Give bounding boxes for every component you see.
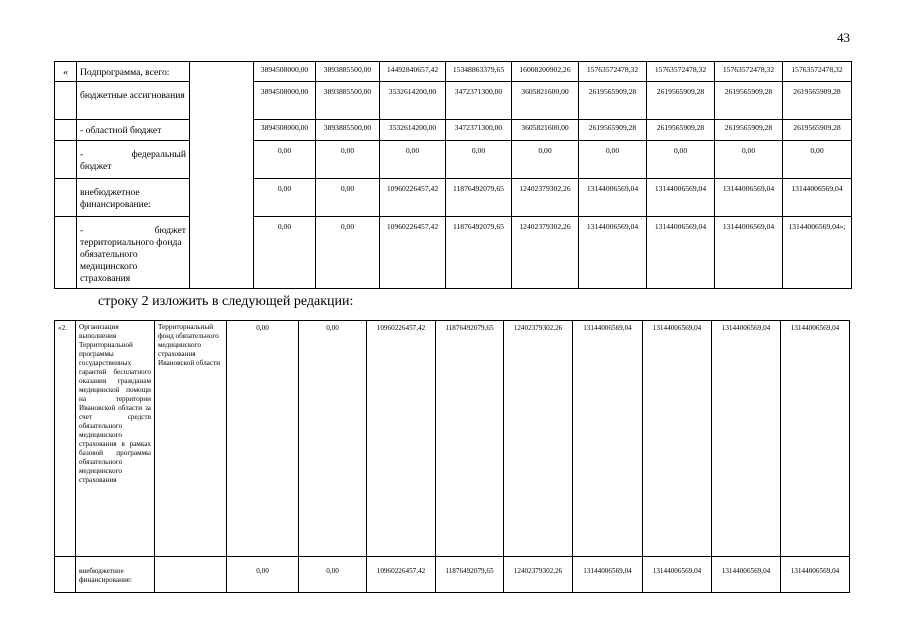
value-cell: 13144006569,04 (783, 179, 852, 217)
value-cell: 13144006569,04 (647, 179, 715, 217)
empty-cell (55, 179, 77, 217)
value-cell: 2619565909,28 (579, 82, 647, 120)
value-cell: 0,00 (254, 179, 316, 217)
row-label: внебюджетное финансирование: (76, 557, 155, 593)
value-cell: 0,00 (579, 141, 647, 179)
row-label (77, 217, 190, 289)
value-cell: 13144006569,04 (781, 557, 850, 593)
value-cell: 0,00 (316, 217, 380, 289)
row-marker: «2. (55, 321, 76, 557)
value-cell: 12402379302,26 (512, 179, 579, 217)
value-cell: 3605821600,00 (512, 82, 579, 120)
row-label-line: - бюджет (80, 225, 186, 236)
empty-cell (55, 120, 77, 141)
empty-cell (55, 557, 76, 593)
row-label (77, 141, 190, 179)
value-cell: 3472371300,00 (446, 82, 512, 120)
value-cell: 3893885500,00 (316, 120, 380, 141)
value-cell: 13144006569,04 (781, 321, 850, 557)
value-cell: 10960226457,42 (367, 557, 436, 593)
table-row (55, 557, 850, 593)
value-cell: 0,00 (299, 321, 367, 557)
table-row (55, 141, 852, 179)
value-cell: 11876492079,65 (446, 179, 512, 217)
table-row (55, 120, 852, 141)
value-cell: 15763572478,32 (647, 62, 715, 82)
value-cell: 13144006569,04 (573, 321, 643, 557)
value-cell: 3472371300,00 (446, 120, 512, 141)
empty-cell (190, 62, 254, 289)
value-cell: 0,00 (299, 557, 367, 593)
value-cell: 0,00 (380, 141, 446, 179)
row-label-line: бюджет (80, 161, 112, 172)
value-cell: 0,00 (227, 321, 299, 557)
value-cell: 13144006569,04 (573, 557, 643, 593)
value-cell: 2619565909,28 (647, 82, 715, 120)
value-cell: 12402379302,26 (512, 217, 579, 289)
value-cell: 13144006569,04 (647, 217, 715, 289)
value-cell: 11876492079,65 (436, 321, 504, 557)
table-row (55, 217, 852, 289)
empty-cell (155, 557, 227, 593)
value-cell: 2619565909,28 (783, 120, 852, 141)
page-number: 43 (837, 30, 850, 45)
table-row (55, 321, 850, 557)
value-cell: 13144006569,04 (643, 321, 712, 557)
value-cell: 13144006569,04 (579, 217, 647, 289)
table-row (55, 179, 852, 217)
value-cell: 13144006569,04 (712, 321, 781, 557)
value-cell: 16008200902,26 (512, 62, 579, 82)
executor-cell: Территориальный фонд обязательного медицинского страхования Ивановской области (155, 321, 227, 557)
value-cell: 15348863379,65 (446, 62, 512, 82)
value-cell: 3894508000,00 (254, 62, 316, 82)
value-cell: 13144006569,04 (579, 179, 647, 217)
value-cell: 0,00 (254, 217, 316, 289)
value-cell: 0,00 (512, 141, 579, 179)
value-cell: 3532614200,00 (380, 82, 446, 120)
value-cell: 2619565909,28 (715, 120, 783, 141)
value-cell: 13144006569,04»; (783, 217, 852, 289)
row-label: бюджетные ассигнования (77, 82, 190, 120)
value-cell: 2619565909,28 (579, 120, 647, 141)
value-cell: 0,00 (715, 141, 783, 179)
value-cell: 13144006569,04 (715, 217, 783, 289)
value-cell: 10960226457,42 (367, 321, 436, 557)
value-cell: 3894508000,00 (254, 120, 316, 141)
value-cell: 2619565909,28 (647, 120, 715, 141)
value-cell: 13144006569,04 (712, 557, 781, 593)
value-cell: 0,00 (316, 141, 380, 179)
value-cell: 10960226457,42 (380, 217, 446, 289)
empty-cell (55, 141, 77, 179)
value-cell: 15763572478,32 (783, 62, 852, 82)
row-label: Подпрограмма, всего: (77, 62, 190, 82)
empty-cell (55, 217, 77, 289)
table-row (55, 62, 852, 82)
row-label: внебюджетное финансирование: (77, 179, 190, 217)
value-cell: 0,00 (227, 557, 299, 593)
value-cell: 2619565909,28 (783, 82, 852, 120)
value-cell: 3893885500,00 (316, 82, 380, 120)
value-cell: 14492840657,42 (380, 62, 446, 82)
value-cell: 0,00 (446, 141, 512, 179)
value-cell: 0,00 (647, 141, 715, 179)
value-cell: 12402379302,26 (504, 557, 573, 593)
value-cell: 13144006569,04 (715, 179, 783, 217)
row-label: - областной бюджет (77, 120, 190, 141)
value-cell: 13144006569,04 (643, 557, 712, 593)
row-label-line: - федеральный (80, 149, 186, 160)
subprogram-table (54, 61, 852, 289)
value-cell: 3532614200,00 (380, 120, 446, 141)
line-2-table (54, 320, 850, 593)
value-cell: 3894508000,00 (254, 82, 316, 120)
table-row (55, 82, 852, 120)
value-cell: 11876492079,65 (436, 557, 504, 593)
value-cell: 12402379302,26 (504, 321, 573, 557)
row-label-line: территориального фонда обязательного медицинского страхования (80, 237, 182, 284)
value-cell: 10960226457,42 (380, 179, 446, 217)
value-cell: 11876492079,65 (446, 217, 512, 289)
value-cell: 0,00 (316, 179, 380, 217)
amendment-caption: строку 2 изложить в следующей редакции: (98, 294, 354, 309)
value-cell: 3893885500,00 (316, 62, 380, 82)
row-marker: « (55, 62, 77, 82)
value-cell: 2619565909,28 (715, 82, 783, 120)
value-cell: 15763572478,32 (579, 62, 647, 82)
value-cell: 0,00 (254, 141, 316, 179)
value-cell: 0,00 (783, 141, 852, 179)
activity-description: Организация выполнения Территориальной программы государственных гарантий бесплатного оказания гражданам медицинской помощи на территории Ивановской области за счет средств обязательного медицинского страхования в рамках базовой программы обязательного медицинского страхования (76, 321, 155, 557)
value-cell: 3605821600,00 (512, 120, 579, 141)
empty-cell (55, 82, 77, 120)
value-cell: 15763572478,32 (715, 62, 783, 82)
